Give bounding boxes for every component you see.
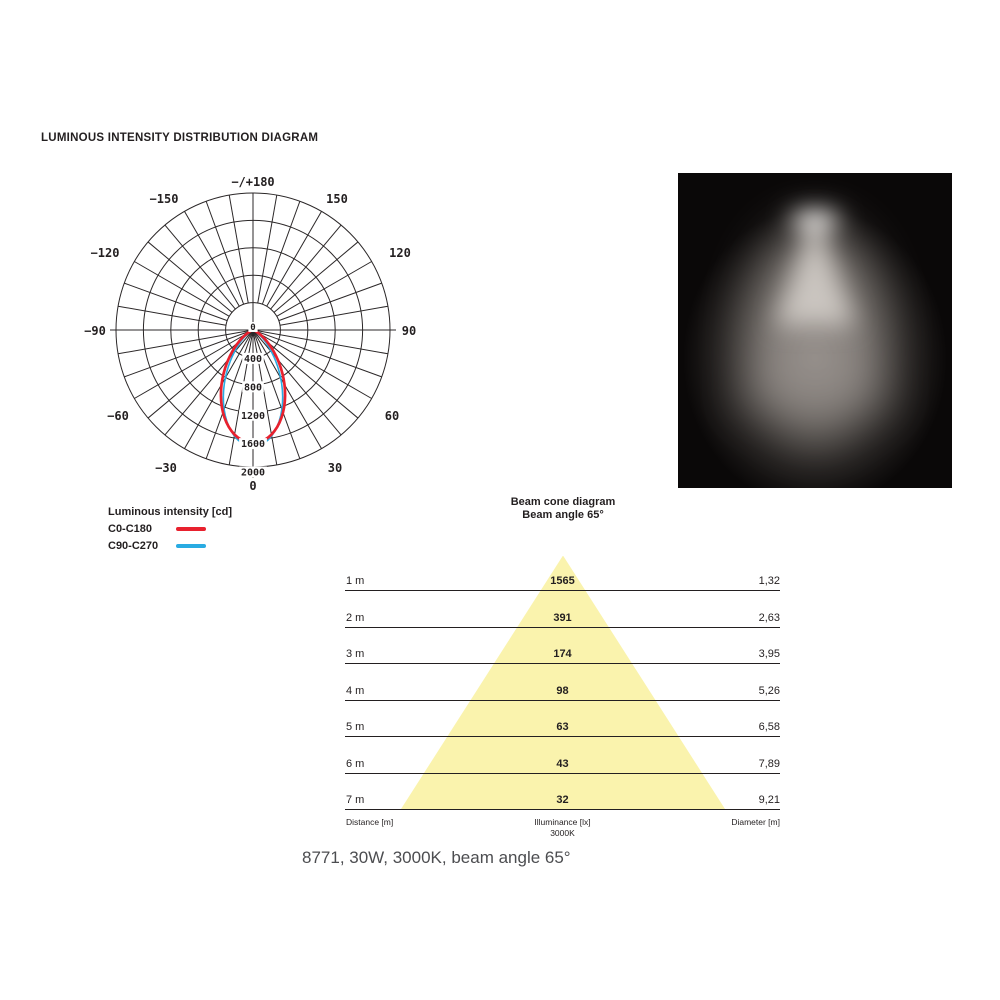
page-title: LUMINOUS INTENSITY DISTRIBUTION DIAGRAM (41, 132, 319, 144)
beam-cone-title: Beam cone diagram (510, 496, 616, 508)
diameter-value: 3,95 (758, 648, 780, 660)
beam-cone-header (413, 496, 713, 522)
legend (108, 506, 278, 556)
column-illuminance (534, 817, 590, 839)
polar-angle-label: 0 (249, 479, 257, 493)
beam-table-row (345, 573, 780, 591)
polar-angle-label: −120 (90, 246, 120, 260)
polar-angle-label: −60 (107, 409, 129, 423)
legend-item-c90-c270 (108, 539, 278, 556)
illuminance-value: 391 (553, 611, 572, 624)
beam-photo-render (678, 173, 952, 488)
beam-table-row (345, 610, 780, 628)
distance-value: 2 m (346, 611, 365, 624)
distance-value: 1 m (346, 575, 365, 587)
legend-label: C90-C270 (108, 540, 159, 552)
column-cct-label: 3000K (550, 828, 575, 838)
diameter-value: 9,21 (758, 794, 780, 806)
polar-radial-label: 1600 (240, 439, 266, 451)
polar-angle-label: −150 (149, 192, 179, 206)
polar-angle-label: 120 (389, 246, 411, 260)
beam-table-row (345, 719, 780, 737)
beam-table-row (345, 683, 780, 701)
column-distance: Distance [m] (346, 817, 394, 827)
diameter-value: 1,32 (758, 575, 780, 587)
illuminance-value: 1565 (550, 575, 575, 587)
illuminance-value: 43 (556, 757, 569, 770)
polar-angle-label: −/+180 (231, 175, 275, 189)
polar-chart-svg (83, 160, 423, 500)
polar-angle-label: 60 (384, 409, 400, 423)
diameter-value: 6,58 (758, 721, 780, 733)
red-line-swatch (176, 527, 206, 531)
polar-angle-label: 30 (327, 461, 343, 475)
polar-angle-label: 150 (326, 192, 348, 206)
column-illuminance-label: Illuminance [lx] (534, 817, 591, 827)
illuminance-value: 32 (556, 794, 569, 806)
distance-value: 5 m (346, 721, 365, 733)
polar-radial-label: 2000 (240, 467, 266, 479)
illuminance-value: 63 (556, 721, 569, 733)
distance-value: 4 m (346, 684, 365, 697)
beam-table-row (345, 792, 780, 810)
cyan-line-swatch (176, 544, 206, 548)
polar-radial-label: 800 (243, 382, 263, 394)
polar-angle-label: −90 (84, 324, 106, 338)
beam-cone-table (345, 550, 780, 850)
legend-title: Luminous intensity [cd] (108, 506, 233, 518)
column-diameter: Diameter [m] (731, 817, 780, 827)
legend-item-c0-c180 (108, 522, 278, 539)
polar-intensity-chart (83, 160, 423, 500)
beam-photo (678, 173, 952, 488)
beam-table-row (345, 756, 780, 774)
product-caption: 8771, 30W, 3000K, beam angle 65° (302, 848, 571, 867)
illuminance-value: 98 (556, 684, 569, 697)
distance-value: 6 m (346, 757, 365, 770)
polar-angle-label: 90 (401, 324, 417, 338)
polar-radial-label: 400 (243, 354, 263, 365)
polar-radial-label: 0 (250, 323, 256, 334)
polar-radial-label: 1200 (240, 410, 266, 422)
diameter-value: 5,26 (758, 684, 780, 697)
distance-value: 7 m (346, 794, 365, 806)
distance-value: 3 m (346, 648, 365, 660)
beam-table-row (345, 646, 780, 664)
polar-angle-label: −30 (155, 461, 177, 475)
diameter-value: 7,89 (758, 757, 780, 770)
beam-cone-subtitle: Beam angle 65° (522, 509, 604, 521)
illuminance-value: 174 (553, 648, 572, 660)
legend-label: C0-C180 (108, 523, 153, 535)
diameter-value: 2,63 (758, 611, 780, 624)
